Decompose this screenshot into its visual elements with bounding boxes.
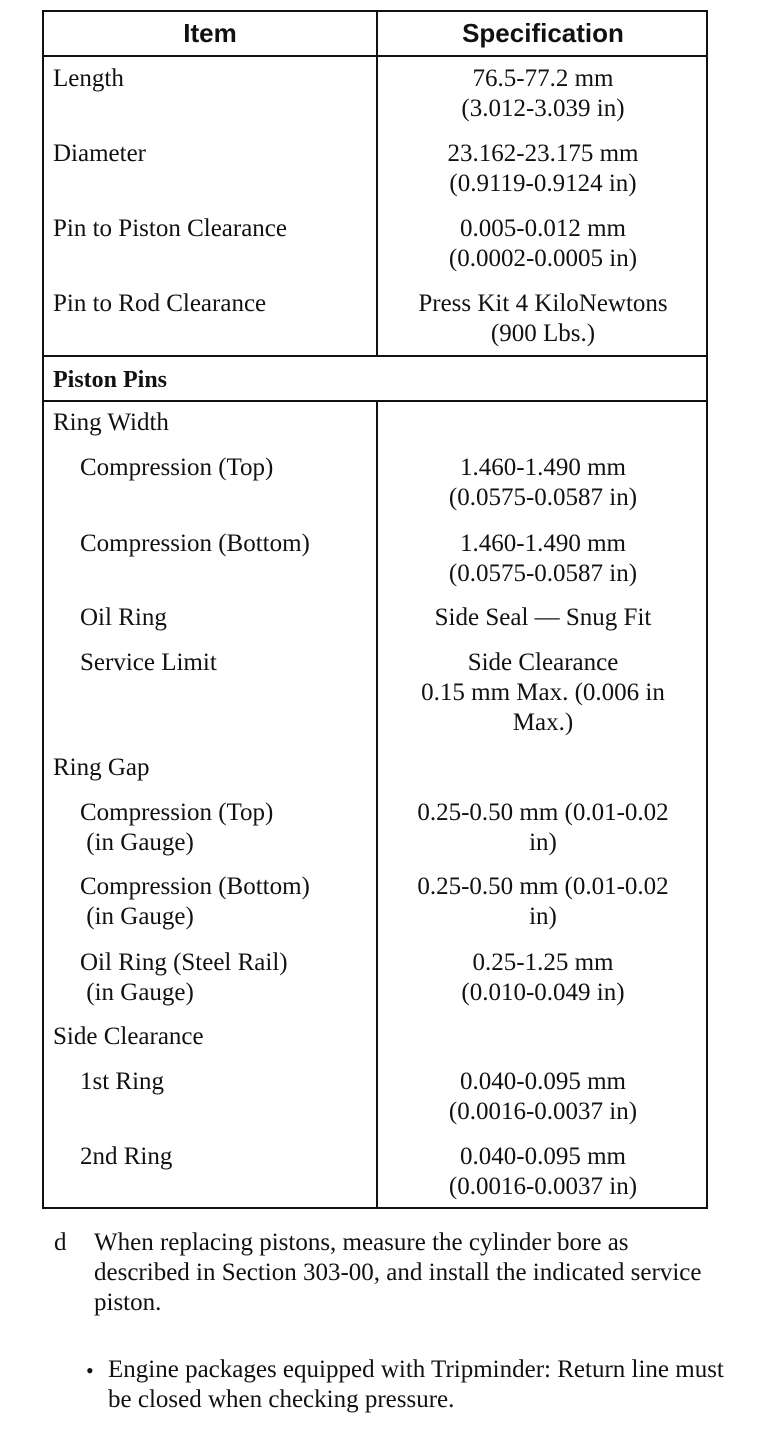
spec-line: Max.) (512, 709, 574, 736)
row-spec (378, 529, 708, 589)
spec-table (42, 10, 708, 1209)
spec-line: 0.25-1.25 mm (472, 949, 614, 976)
row-item: Length (53, 65, 124, 92)
row-spec (378, 1142, 708, 1202)
item-line: (in Gauge) (80, 903, 194, 930)
note-letter: d (54, 1229, 67, 1256)
header-specification: Specification (462, 18, 624, 48)
row-item: Diameter (53, 140, 147, 167)
spec-line: (0.0016-0.0037 in) (448, 1098, 638, 1125)
bullet-icon: • (86, 1358, 94, 1383)
item-line: Compression (Bottom) (80, 873, 310, 900)
spec-line: (0.0575-0.0587 in) (448, 484, 638, 511)
row-spec (378, 648, 708, 738)
spec-line: Press Kit 4 KiloNewtons (418, 290, 668, 317)
spec-line: 23.162-23.175 mm (447, 140, 639, 167)
row-spec (378, 214, 708, 274)
item-line: Oil Ring (Steel Rail) (80, 949, 288, 976)
section-title: Piston Pins (53, 367, 168, 393)
row-item (80, 648, 217, 678)
section-divider-top (44, 355, 706, 357)
item-line: Service Limit (80, 649, 217, 676)
row-item (53, 1022, 204, 1052)
item-line: Side Clearance (53, 1023, 204, 1050)
item-line: (in Gauge) (80, 829, 194, 856)
spec-line: (0.9119-0.9124 in) (449, 170, 637, 197)
spec-line: (3.012-3.039 in) (461, 95, 625, 122)
row-spec (378, 289, 708, 349)
item-line: 1st Ring (80, 1068, 165, 1095)
spec-line: 0.005-0.012 mm (460, 215, 626, 242)
spec-line: 76.5-77.2 mm (472, 65, 614, 92)
spec-line: 1.460-1.490 mm (460, 454, 626, 481)
section-divider-bottom (44, 400, 706, 402)
row-item (53, 753, 150, 783)
header-divider (44, 55, 706, 57)
row-item (80, 1067, 164, 1097)
row-item (80, 453, 273, 483)
row-item: Pin to Piston Clearance (53, 215, 287, 242)
row-spec (378, 1067, 708, 1127)
spec-line: 0.15 mm Max. (0.006 in (421, 679, 665, 706)
row-spec (378, 798, 708, 858)
row-item (80, 603, 167, 633)
spec-line: Side Clearance (467, 649, 619, 676)
spec-line: in) (529, 903, 557, 930)
item-line: 2nd Ring (80, 1143, 173, 1170)
bullet-text: Engine packages equipped with Tripminder: Return line must be closed when checking pressure. (108, 1356, 724, 1413)
row-spec (378, 948, 708, 1008)
item-line: Ring Gap (53, 754, 150, 781)
row-spec (378, 139, 708, 199)
spec-line: (0.0575-0.0587 in) (448, 560, 638, 587)
row-item (80, 798, 273, 858)
spec-line: 1.460-1.490 mm (460, 530, 626, 557)
spec-line: 0.25-0.50 mm (0.01-0.02 (417, 799, 669, 826)
row-spec (378, 603, 708, 633)
note-text: When replacing pistons, measure the cylinder bore as described in Section 303-00, and install the indicated service piston. (94, 1229, 702, 1316)
header-item: Item (183, 18, 237, 48)
spec-line: 0.040-0.095 mm (460, 1143, 626, 1170)
row-spec (378, 453, 708, 513)
row-item (53, 408, 169, 438)
spec-line: (0.0002-0.0005 in) (448, 245, 638, 272)
item-line: Compression (Bottom) (80, 530, 310, 557)
spec-line: 0.040-0.095 mm (460, 1068, 626, 1095)
spec-line: (900 Lbs.) (490, 320, 596, 347)
item-line: Oil Ring (80, 604, 167, 631)
item-line: (in Gauge) (80, 979, 194, 1006)
spec-line: (0.010-0.049 in) (461, 979, 625, 1006)
row-spec (378, 872, 708, 932)
item-line: Compression (Top) (80, 799, 274, 826)
item-line: Compression (Top) (80, 454, 274, 481)
item-line: Ring Width (53, 409, 169, 436)
row-item (80, 872, 310, 932)
row-item (80, 529, 310, 559)
row-item: Pin to Rod Clearance (53, 290, 267, 317)
spec-line: 0.25-0.50 mm (0.01-0.02 (417, 873, 669, 900)
row-item (80, 1142, 172, 1172)
row-item (80, 948, 288, 1008)
spec-line: (0.0016-0.0037 in) (448, 1173, 638, 1200)
row-spec (378, 64, 708, 124)
spec-line: in) (529, 829, 557, 856)
spec-line: Side Seal — Snug Fit (434, 604, 652, 631)
